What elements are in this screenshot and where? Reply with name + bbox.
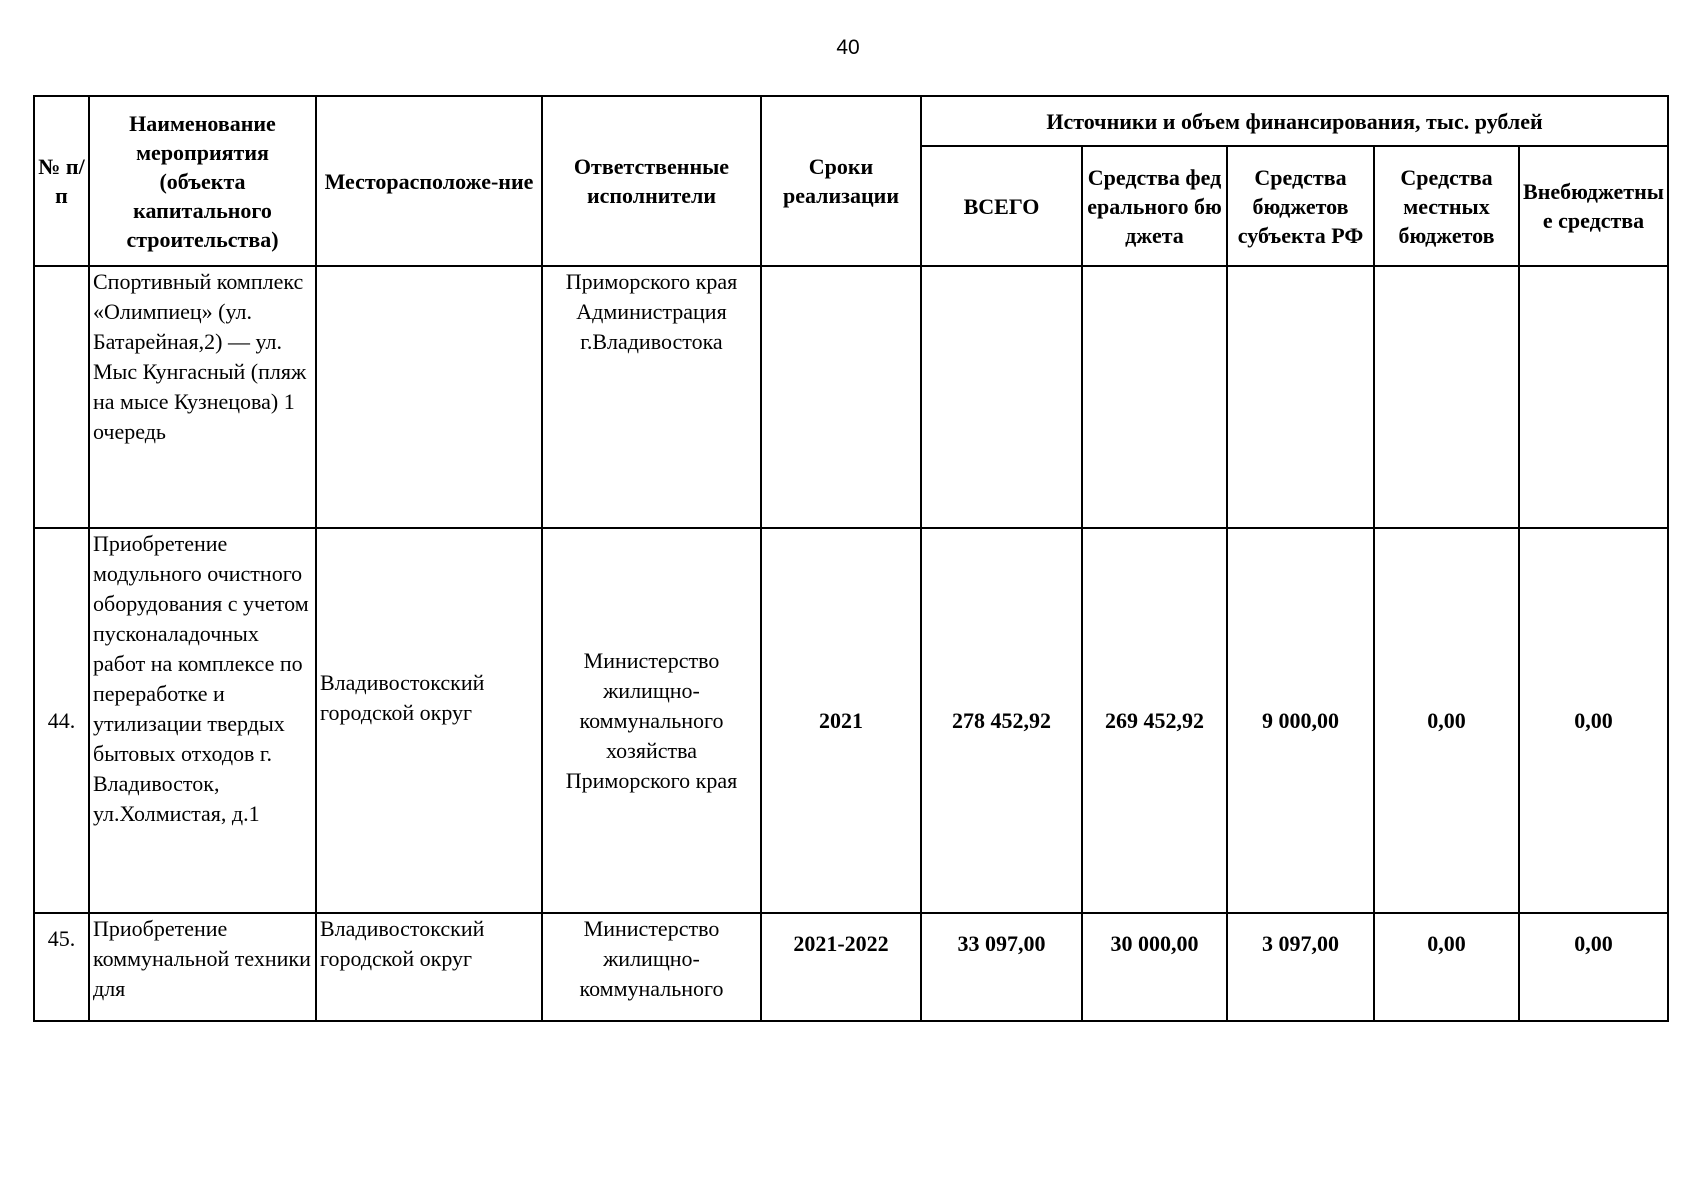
header-extra: Внебюджетные средства <box>1519 146 1668 266</box>
cell-name: Приобретение модульного очистного оборудования с учетом пусконаладочных работ на комплексе по переработке и утилизации твердых бытовых отходов г. Владивосток, ул.Холмистая, д.1 <box>89 528 316 913</box>
cell-location <box>316 266 542 528</box>
financing-table <box>33 95 1669 1022</box>
cell-terms <box>761 266 921 528</box>
cell-location: Владивостокский городской округ <box>316 528 542 913</box>
header-federal: Средства федерального бюджета <box>1082 146 1227 266</box>
cell-executors: Министерство жилищно-коммунального <box>542 913 761 1021</box>
page-number: 40 <box>836 36 860 59</box>
header-terms: Сроки реализации <box>761 96 921 266</box>
cell-executors: Приморского края Администрация г.Владивостока <box>542 266 761 528</box>
cell-location: Владивостокский городской округ <box>316 913 542 1021</box>
cell-extra: 0,00 <box>1519 913 1668 1021</box>
header-local: Средства местных бюджетов <box>1374 146 1519 266</box>
cell-local: 0,00 <box>1374 528 1519 913</box>
cell-name: Приобретение коммунальной техники для <box>89 913 316 1021</box>
cell-local <box>1374 266 1519 528</box>
cell-terms: 2021 <box>761 528 921 913</box>
cell-num: 45. <box>34 913 89 1021</box>
cell-executors: Министерство жилищно-коммунального хозяйства Приморского края <box>542 528 761 913</box>
cell-federal <box>1082 266 1227 528</box>
cell-num: 44. <box>34 528 89 913</box>
cell-local: 0,00 <box>1374 913 1519 1021</box>
table-row <box>34 913 1668 1021</box>
header-regional: Средства бюджетов субъекта РФ <box>1227 146 1374 266</box>
header-executors: Ответственные исполнители <box>542 96 761 266</box>
header-location: Месторасположе-ние <box>316 96 542 266</box>
table-row <box>34 266 1668 528</box>
header-num: № п/п <box>34 96 89 266</box>
cell-num <box>34 266 89 528</box>
cell-name: Спортивный комплекс «Олимпиец» (ул. Батарейная,2) — ул. Мыс Кунгасный (пляж на мысе Кузнецова) 1 очередь <box>89 266 316 528</box>
header-funding-group: Источники и объем финансирования, тыс. рублей <box>921 96 1668 146</box>
cell-regional: 9 000,00 <box>1227 528 1374 913</box>
cell-federal: 269 452,92 <box>1082 528 1227 913</box>
cell-regional: 3 097,00 <box>1227 913 1374 1021</box>
header-name: Наименование мероприятия (объекта капитального строительства) <box>89 96 316 266</box>
cell-extra: 0,00 <box>1519 528 1668 913</box>
cell-total <box>921 266 1082 528</box>
cell-federal: 30 000,00 <box>1082 913 1227 1021</box>
cell-terms: 2021-2022 <box>761 913 921 1021</box>
cell-regional <box>1227 266 1374 528</box>
cell-extra <box>1519 266 1668 528</box>
cell-total: 278 452,92 <box>921 528 1082 913</box>
header-total: ВСЕГО <box>921 146 1082 266</box>
cell-total: 33 097,00 <box>921 913 1082 1021</box>
table-row <box>34 528 1668 913</box>
